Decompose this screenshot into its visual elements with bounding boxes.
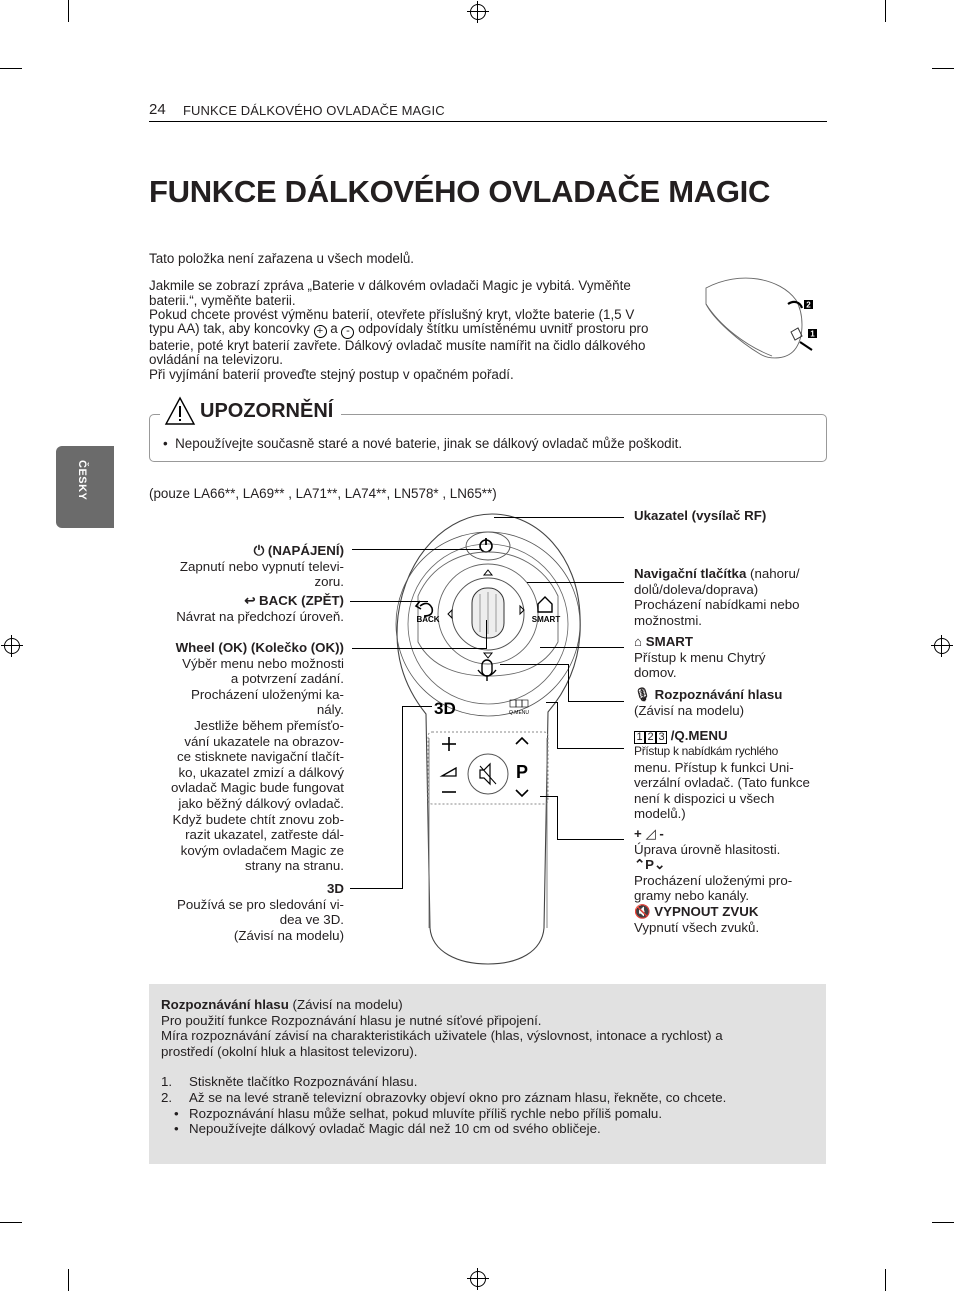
label-nav: Navigační tlačítka (nahoru/ dolů/doleva/doprava) Procházení nabídkami nebo možnostmi.	[634, 566, 800, 628]
leader-line	[568, 701, 624, 702]
models-note: (pouze LA66**, LA69** , LA71**, LA74**, LN578* , LN65**)	[149, 486, 497, 501]
header-rule	[149, 121, 827, 122]
leader-line	[352, 648, 486, 649]
registration-mark-icon	[470, 1271, 486, 1287]
crop-mark	[885, 1269, 886, 1291]
registration-mark-icon	[470, 4, 486, 20]
microphone-icon: 🎙	[634, 687, 651, 702]
digit-box: 1	[634, 731, 645, 744]
language-tab: ČESKY	[56, 446, 114, 528]
svg-text:Q.MENU: Q.MENU	[509, 710, 529, 716]
svg-text:BACK: BACK	[416, 615, 440, 624]
chevron-up-icon: ⌃	[634, 857, 646, 873]
leader-line	[527, 582, 624, 583]
caution-heading: UPOZORNĚNÍ	[160, 396, 341, 426]
intro-text: Tato položka není zařazena u všech modelů. Jakmile se zobrazí zpráva „Baterie v dálkovém ovladači Magic je vybitá. Vyměňte baterii.“, vyměňte baterii. Pokud chcete provést výměnu baterií, otevřete příslušný kryt, vložte baterie (1,5 V typu AA) tak, aby koncovky + a - odpovídaly štítku umístěnému uvnitř prostoru pro baterie, poté kryt baterií zavřete. Dálkový ovladač musíte namířit na čidlo dálkového ovládání na televizoru. Při vyjímání baterií proveďte stejný postup v opačném pořadí.	[149, 251, 649, 382]
leader-line	[350, 888, 402, 889]
crop-mark	[885, 0, 886, 22]
label-voice: 🎙 Rozpoznávání hlasu (Závisí na modelu)	[634, 687, 783, 718]
leader-line	[402, 706, 432, 707]
leader-line	[500, 664, 568, 665]
warning-icon	[164, 396, 196, 426]
home-icon: ⌂	[634, 634, 643, 649]
chevron-down-icon: ⌄	[654, 857, 666, 873]
svg-text:3D: 3D	[434, 699, 456, 718]
leader-line	[540, 796, 558, 797]
leader-line	[486, 620, 487, 649]
magic-remote-illustration	[392, 508, 584, 968]
leader-line	[540, 647, 624, 648]
leader-line	[402, 706, 403, 889]
label-pointer: Ukazatel (vysílač RF)	[634, 508, 767, 523]
svg-text:P: P	[515, 762, 529, 782]
caution-bullet: • Nepoužívejte současně staré a nové baterie, jinak se dálkový ovladač může poškodit.	[163, 436, 683, 451]
leader-line	[557, 702, 558, 749]
power-icon: ⏻	[253, 543, 265, 558]
label-qmenu: 1 2 3 /Q.MENU Přístup k nabídkám rychlého menu. Přístup k funkci Uni- verzální ovladač. (Tato funkce není k dispozici u všech modelů.)	[634, 728, 810, 822]
crop-mark	[932, 68, 954, 69]
crop-mark	[68, 0, 69, 22]
crop-mark	[0, 1222, 22, 1223]
crop-mark	[932, 1222, 954, 1223]
page-number: 24	[149, 101, 166, 118]
label-volume: + ◿ - Úprava úrovně hlasitosti. ⌃P⌄ Procházení uloženými pro- gramy nebo kanály. 🔇 VYPNOUT ZVUK Vypnutí všech zvuků.	[634, 826, 793, 935]
plus-terminal-icon: +	[314, 325, 327, 338]
leader-line	[494, 517, 624, 518]
svg-text:SMART: SMART	[531, 615, 561, 624]
back-icon: ↩	[244, 593, 256, 608]
minus-terminal-icon: -	[341, 326, 354, 339]
svg-text:2: 2	[806, 300, 811, 310]
label-smart: ⌂ SMART Přístup k menu Chytrý domov.	[634, 634, 766, 681]
crop-mark	[68, 1269, 69, 1291]
volume-icon: ◿	[645, 826, 656, 841]
label-3d: 3D Používá se pro sledování vi- dea ve 3D. (Závisí na modelu)	[176, 881, 344, 943]
leader-line	[557, 839, 624, 840]
label-wheel: Wheel (OK) (Kolečko (OK)) Výběr menu nebo možnosti a potvrzení zadání. Procházení uloženými ka- nály. Jestliže během přemísťo- vání ukazatele na obrazov- ce stisknete navigační tlačít- ko, ukazatel zmizí a dálkový ovladač Magic bude fungovat jako běžný dálkový ovladač. Když budete chtít znovu zob- razit ukazatel, zatřeste dál- kovým ovladačem Magic ze strany na stranu.	[171, 640, 344, 874]
leader-line	[557, 796, 558, 840]
voice-recognition-note: Rozpoznávání hlasu (Závisí na modelu) Pro použití funkce Rozpoznávání hlasu je nutné síťové připojení. Míra rozpoznávání závisí na charakteristikách uživatele (hlas, výslovnost, intonace a rychlost) a prostředí (okolní hluk a hlasitost televizoru). 1. Stiskněte tlačítko Rozpoznávání hlasu. 2. Až se na levé straně televizní obrazovky objeví okno pro záznam hlasu, řekněte, co chcete. • Rozpoznávání hlasu může selhat, pokud mluvíte příliš rychle nebo příliš pomalu. • Nepoužívejte dálkový ovladač Magic dál než 10 cm od svého obličeje.	[149, 984, 826, 1164]
label-power: ⏻ (NAPÁJENÍ) Zapnutí nebo vypnutí televi- zoru.	[179, 543, 344, 590]
page-title: FUNKCE DÁLKOVÉHO OVLADAČE MAGIC	[149, 174, 771, 209]
leader-line	[350, 601, 428, 602]
leader-line	[352, 549, 480, 550]
svg-text:1: 1	[810, 329, 815, 339]
leader-line	[557, 748, 624, 749]
label-back: ↩ BACK (ZPĚT) Návrat na předchozí úroveň.	[176, 593, 344, 624]
leader-line	[568, 664, 569, 702]
running-title: FUNKCE DÁLKOVÉHO OVLADAČE MAGIC	[183, 103, 445, 118]
registration-mark-icon	[4, 638, 20, 654]
digit-box: 3	[656, 731, 667, 744]
mute-icon: 🔇	[634, 903, 651, 919]
battery-cover-illustration	[700, 270, 820, 362]
digit-box: 2	[645, 731, 656, 744]
crop-mark	[0, 68, 22, 69]
registration-mark-icon	[934, 638, 950, 654]
